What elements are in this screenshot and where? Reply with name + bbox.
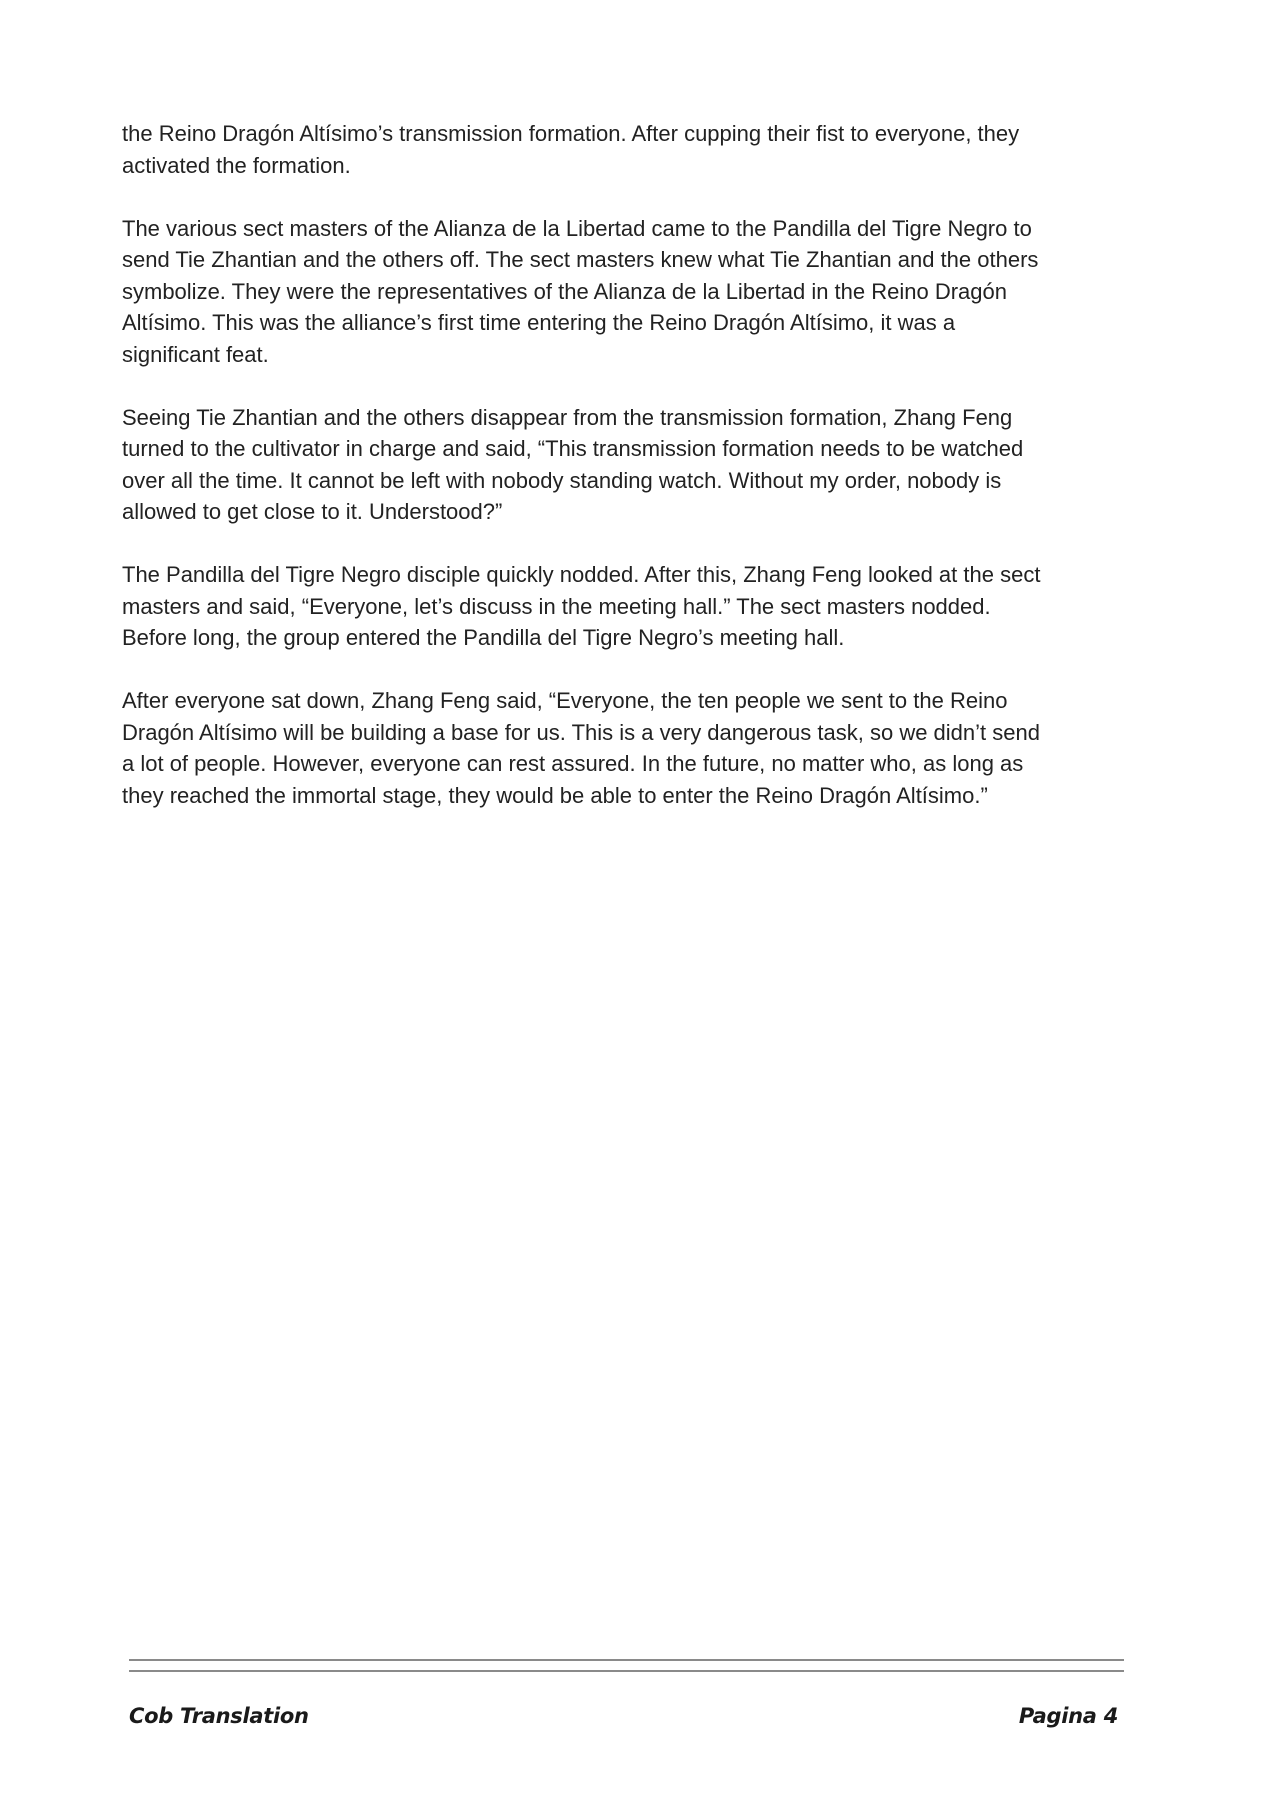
paragraph-4: The Pandilla del Tigre Negro disciple quickly nodded. After this, Zhang Feng looked at the sect masters and said, “Everyone, let’s discuss in the meeting hall.” The sect masters nodded. Before long, the group entered the Pandilla del Tigre Negro’s meeting hall.: [122, 562, 1041, 650]
footer-divider-bottom: [129, 1670, 1124, 1672]
body-text: [122, 118, 1132, 843]
paragraph-2: The various sect masters of the Alianza de la Libertad came to the Pandilla del Tigre Negro to send Tie Zhantian and the others off. The sect masters knew what Tie Zhantian and the others symbolize. They were the representatives of the Alianza de la Libertad in the Reino Dragón Altísimo. This was the alliance’s first time entering the Reino Dragón Altísimo, it was a significant feat.: [122, 215, 1039, 367]
paragraph-5: After everyone sat down, Zhang Feng said, “Everyone, the ten people we sent to the Reino Dragón Altísimo will be building a base for us. This is a very dangerous task, so we didn’t send a lot of people. However, everyone can rest assured. In the future, no matter who, as long as they reached the immortal stage, they would be able to enter the Reino Dragón Altísimo.”: [122, 688, 1040, 808]
footer-page-number: Pagina 4: [1018, 1704, 1118, 1728]
footer-translator-label: Cob Translation: [129, 1704, 309, 1728]
paragraph-3: Seeing Tie Zhantian and the others disappear from the transmission formation, Zhang Feng turned to the cultivator in charge and said, “This transmission formation needs to be watched over all the time. It cannot be left with nobody standing watch. Without my order, nobody is allowed to get close to it. Understood?”: [122, 404, 1024, 524]
paragraph-1: the Reino Dragón Altísimo’s transmission formation. After cupping their fist to everyone, they activated the formation.: [122, 121, 1020, 178]
footer-divider-top: [129, 1659, 1124, 1661]
